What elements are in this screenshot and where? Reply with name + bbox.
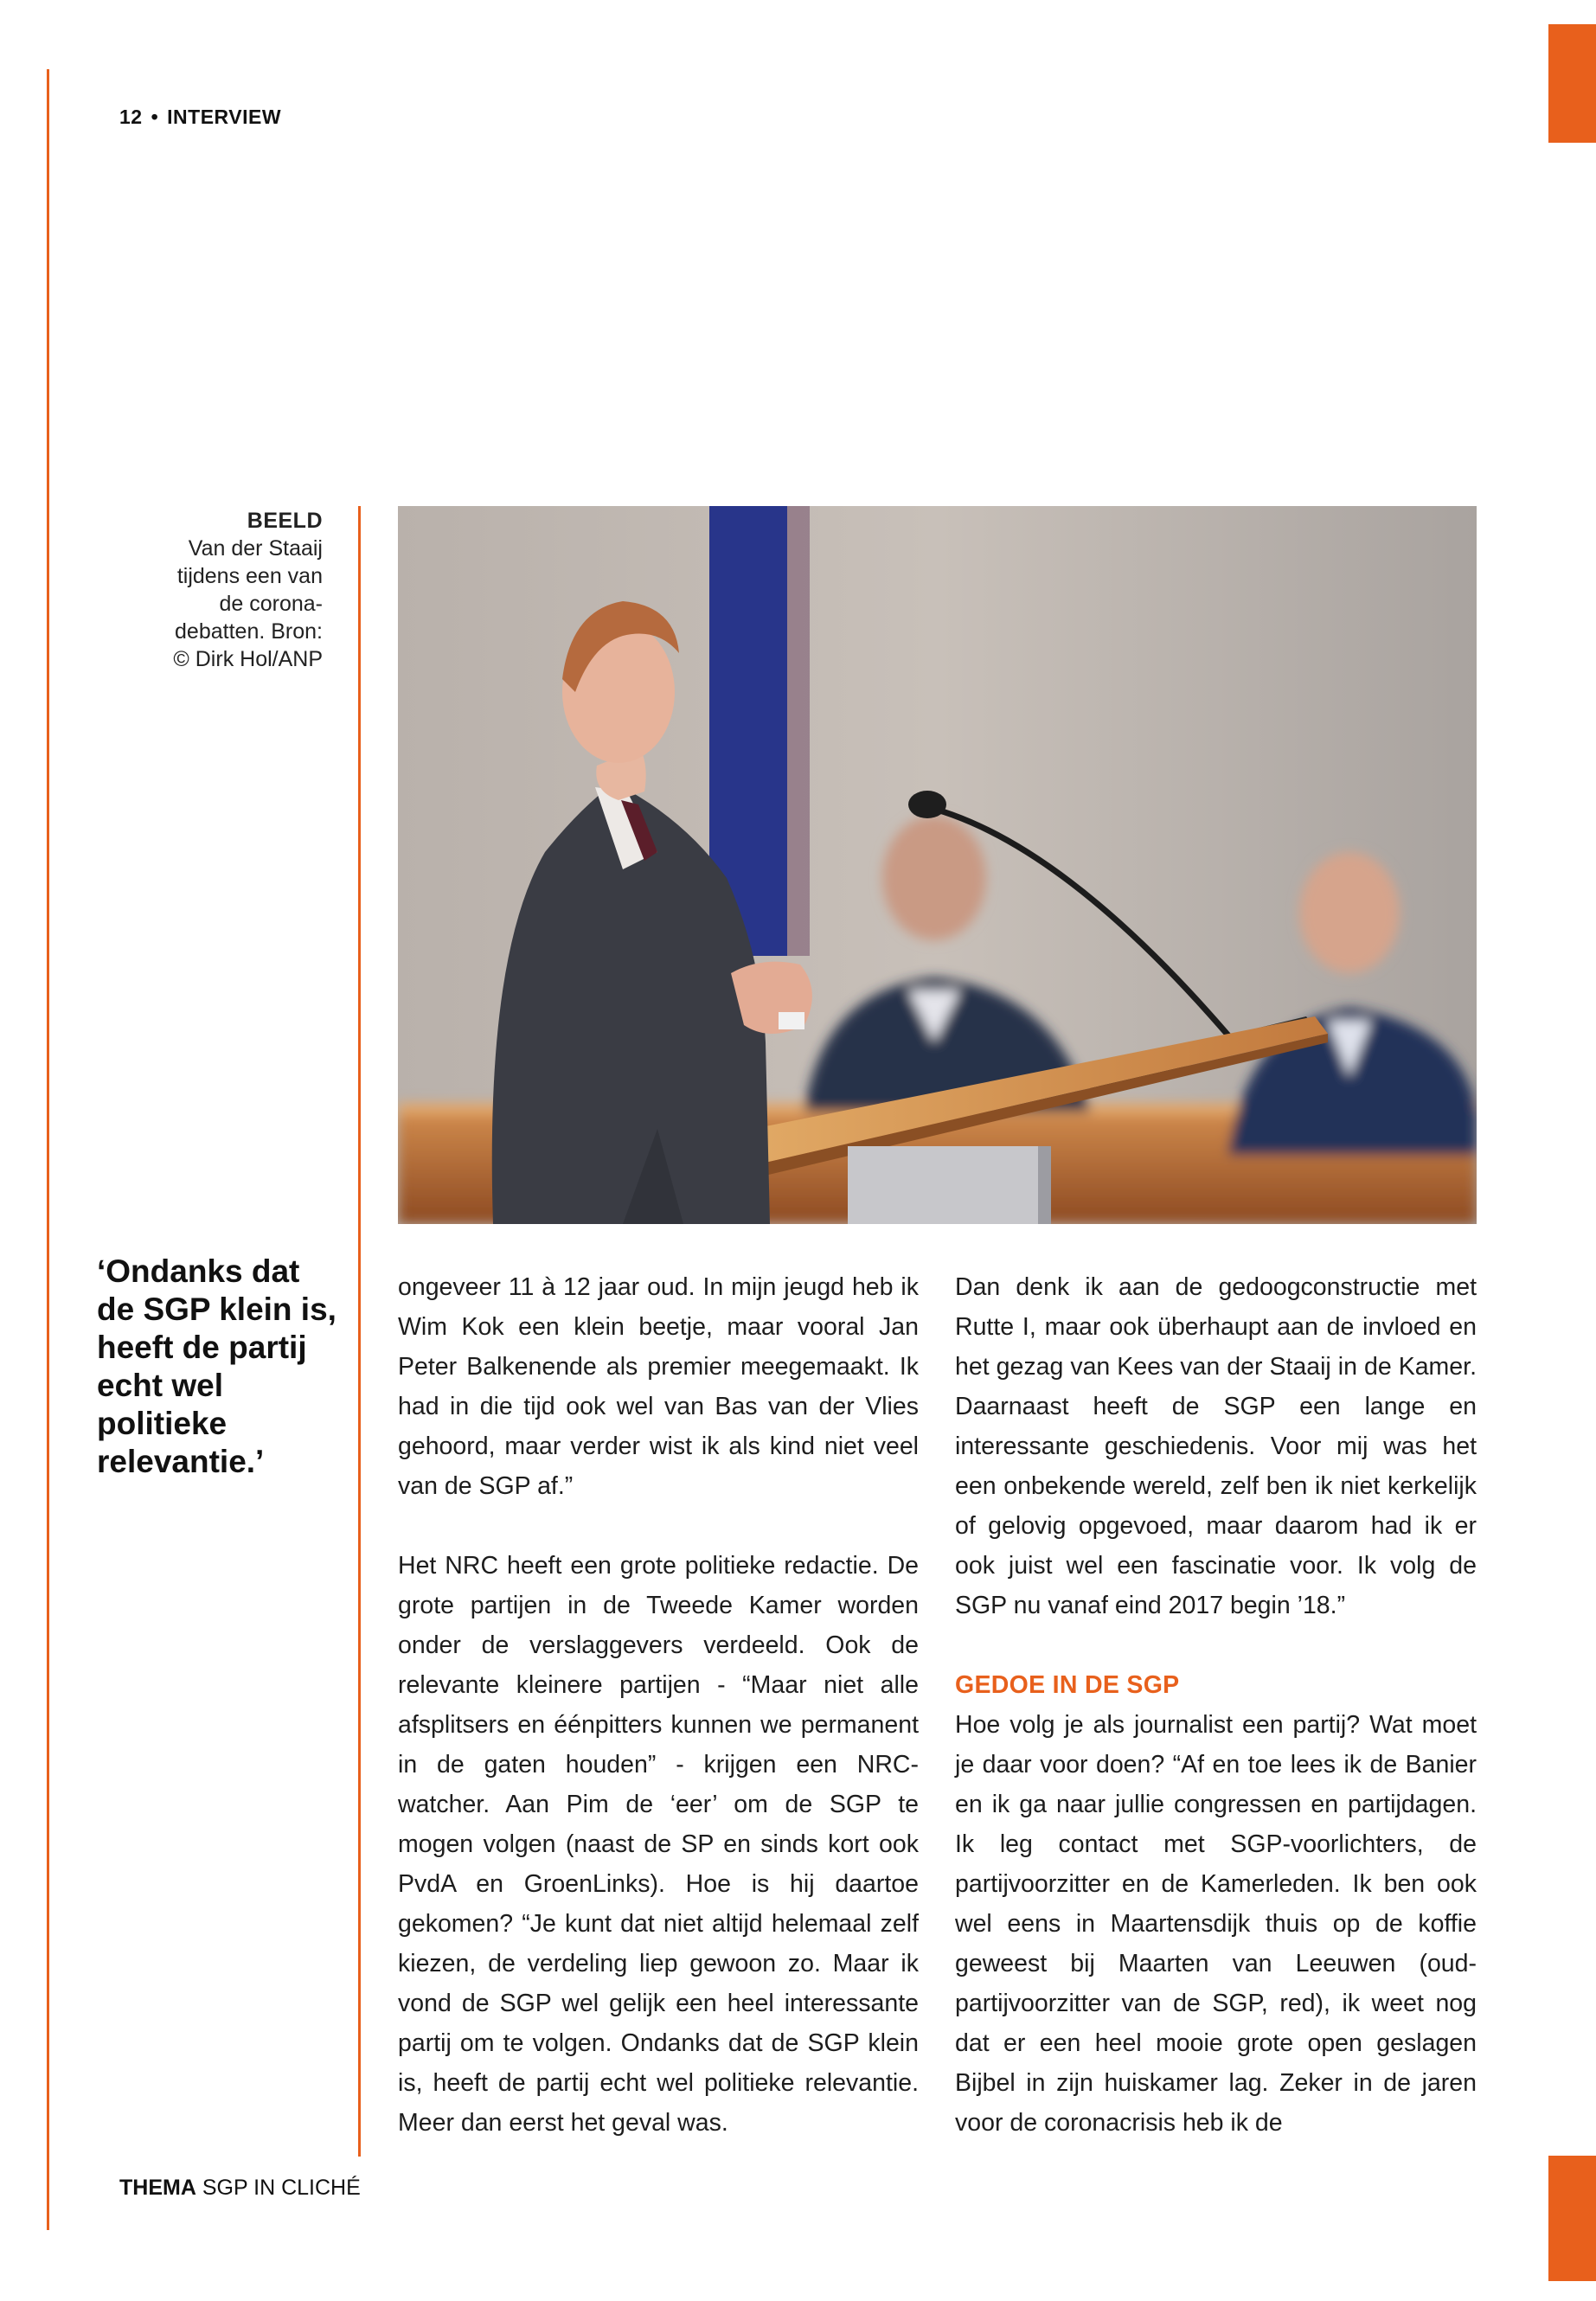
left-margin-rule <box>47 69 49 2230</box>
pull-quote: ‘Ondanks dat de SGP klein is, heeft de partij echt wel politieke relevantie.’ <box>97 1253 337 1479</box>
page-header <box>119 106 281 129</box>
magazine-name: THEMA <box>119 2176 196 2200</box>
paragraph: Hoe volg je als journalist een partij? Wat moet je daar voor doen? “Af en toe lees ik de Banier en ik ga naar jullie congressen en partijdagen. Ik leg contact met SGP-voorlichters, de partijvoorzitter en de Kamerleden. Ik ben ook wel eens in Maartensdijk thuis op de koffie geweest bij Maarten van Leeuwen (oud-partijvoorzitter van de SGP, red), ik weet nog dat er een heel mooie grote open geslagen Bijbel in zijn huiskamer lag. Zeker in de jaren voor de coronacrisis heb ik de <box>955 1711 1477 2137</box>
caption-text: Van der Staaij tijdens een van de corona-debatten. Bron: © Dirk Hol/ANP <box>173 536 323 671</box>
caption-label: BEELD <box>247 509 323 533</box>
section-title: INTERVIEW <box>167 106 282 128</box>
paragraph: ongeveer 11 à 12 jaar oud. In mijn jeugd heb ik Wim Kok een klein beetje, maar vooral Jan Peter Balkenende als premier meegemaakt. Ik had in die tijd ook wel van Bas van der Vlies gehoord, maar verder wist ik als kind niet veel van de SGP af.” <box>398 1273 919 1500</box>
page-number: 12 <box>119 106 143 128</box>
paragraph: Het NRC heeft een grote politieke redactie. De grote partijen in de Tweede Kamer worden onder de verslaggevers verdeeld. Ook de relevante kleinere partijen - “Maar niet alle afsplitsers en éénpitters kunnen we permanent in de gaten houden” - krijgen een NRC-watcher. Aan Pim de ‘eer’ om de SGP te mogen volgen (naast de SP en sinds kort ook PvdA en GroenLinks). Hoe is hij daartoe gekomen? “Je kunt dat niet altijd helemaal zelf kiezen, de verdeling liep gewoon zo. Maar ik vond de SGP wel gelijk een heel interessante partij om te volgen. Ondanks dat de SGP klein is, heeft de partij echt wel politieke relevantie. Meer dan eerst het geval was. <box>398 1552 919 2137</box>
orange-edge-tab-bottom <box>1548 2156 1596 2281</box>
article-column-2 <box>955 1267 1477 2143</box>
column-divider-rule <box>358 506 361 2157</box>
issue-title: SGP IN CLICHÉ <box>202 2176 361 2200</box>
article-photo <box>398 506 1477 1224</box>
page-footer <box>119 2176 361 2201</box>
orange-edge-tab-top <box>1548 24 1596 143</box>
header-separator: • <box>151 106 159 128</box>
section-heading: GEDOE IN DE SGP <box>955 1671 1180 1699</box>
paragraph: Dan denk ik aan de gedoogconstructie met Rutte I, maar ook überhaupt aan de invloed en het gezag van Kees van der Staaij in de Kamer. Daarnaast heeft de SGP een lange en interessante geschiedenis. Voor mij was het een onbekende wereld, zelf ben ik niet kerkelijk of gelovig opgevoed, maar daarom had ik er ook juist wel een fascinatie voor. Ik volg de SGP nu vanaf eind 2017 begin ’18.” <box>955 1273 1477 1619</box>
image-caption <box>156 507 323 673</box>
article-column-1 <box>398 1267 919 2143</box>
